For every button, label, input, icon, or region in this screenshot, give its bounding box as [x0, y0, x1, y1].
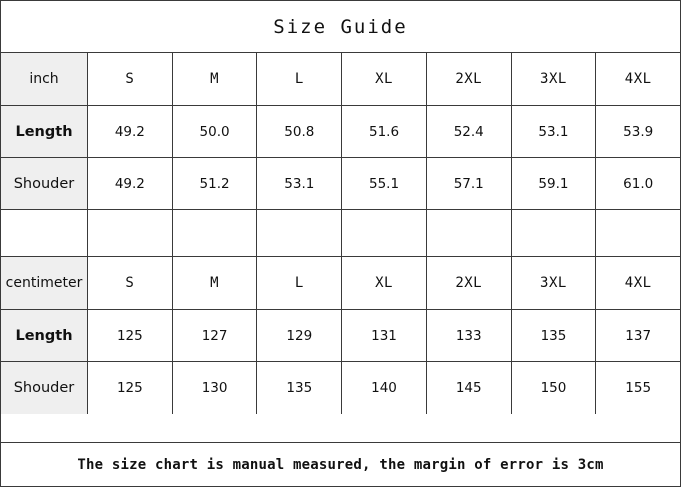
table-row-header-centimeter	[1, 257, 680, 310]
measure-value: 127	[173, 310, 258, 361]
table-row-spacer	[1, 210, 680, 257]
spacer-cell	[512, 210, 597, 256]
measure-value: 130	[173, 362, 258, 414]
title-bar	[1, 1, 680, 53]
unit-label-centimeter: centimeter	[1, 257, 88, 309]
measure-value: 131	[342, 310, 427, 361]
measure-value: 150	[512, 362, 597, 414]
size-header-cell: 2XL	[427, 53, 512, 105]
table-row	[1, 106, 680, 158]
measure-value: 59.1	[512, 158, 597, 209]
size-header-cell: 2XL	[427, 257, 512, 309]
measure-value: 125	[88, 310, 173, 361]
size-header-cell: 3XL	[512, 53, 597, 105]
measure-value: 57.1	[427, 158, 512, 209]
measure-value: 53.9	[596, 106, 680, 157]
measure-value: 125	[88, 362, 173, 414]
size-header-cell: M	[173, 257, 258, 309]
size-header-cell: 3XL	[512, 257, 597, 309]
measure-value: 49.2	[88, 106, 173, 157]
size-header-cell: XL	[342, 53, 427, 105]
size-header-cell: XL	[342, 257, 427, 309]
measure-value: 133	[427, 310, 512, 361]
measure-value: 55.1	[342, 158, 427, 209]
measure-value: 51.6	[342, 106, 427, 157]
size-header-cell: 4XL	[596, 257, 680, 309]
measure-value: 129	[257, 310, 342, 361]
measure-value: 52.4	[427, 106, 512, 157]
measure-value: 50.8	[257, 106, 342, 157]
spacer-cell	[257, 210, 342, 256]
measure-value: 135	[512, 310, 597, 361]
size-header-cell: L	[257, 257, 342, 309]
spacer-cell	[88, 210, 173, 256]
table-row	[1, 310, 680, 362]
table-row	[1, 362, 680, 414]
spacer-cell	[342, 210, 427, 256]
size-header-cell: S	[88, 53, 173, 105]
spacer-cell	[427, 210, 512, 256]
measure-value: 49.2	[88, 158, 173, 209]
size-header-cell: 4XL	[596, 53, 680, 105]
measure-value: 140	[342, 362, 427, 414]
measure-label: Length	[1, 106, 88, 157]
disclaimer-note: The size chart is manual measured, the margin of error is 3cm	[77, 456, 604, 473]
footer-bar	[1, 442, 680, 486]
measure-value: 135	[257, 362, 342, 414]
size-header-cell: S	[88, 257, 173, 309]
table-row-header-inch	[1, 53, 680, 106]
spacer-cell	[596, 210, 680, 256]
measure-label: Shouder	[1, 362, 88, 414]
spacer-cell	[173, 210, 258, 256]
measure-value: 53.1	[257, 158, 342, 209]
size-header-cell: M	[173, 53, 258, 105]
unit-label-inch: inch	[1, 53, 88, 105]
size-header-cell: L	[257, 53, 342, 105]
spacer-cell	[1, 210, 88, 256]
measure-value: 137	[596, 310, 680, 361]
measure-value: 61.0	[596, 158, 680, 209]
measure-value: 53.1	[512, 106, 597, 157]
table-row	[1, 158, 680, 210]
measure-label: Length	[1, 310, 88, 361]
measure-value: 145	[427, 362, 512, 414]
size-grid	[1, 53, 680, 442]
measure-value: 155	[596, 362, 680, 414]
page-title: Size Guide	[273, 15, 408, 38]
measure-value: 51.2	[173, 158, 258, 209]
measure-value: 50.0	[173, 106, 258, 157]
measure-label: Shouder	[1, 158, 88, 209]
